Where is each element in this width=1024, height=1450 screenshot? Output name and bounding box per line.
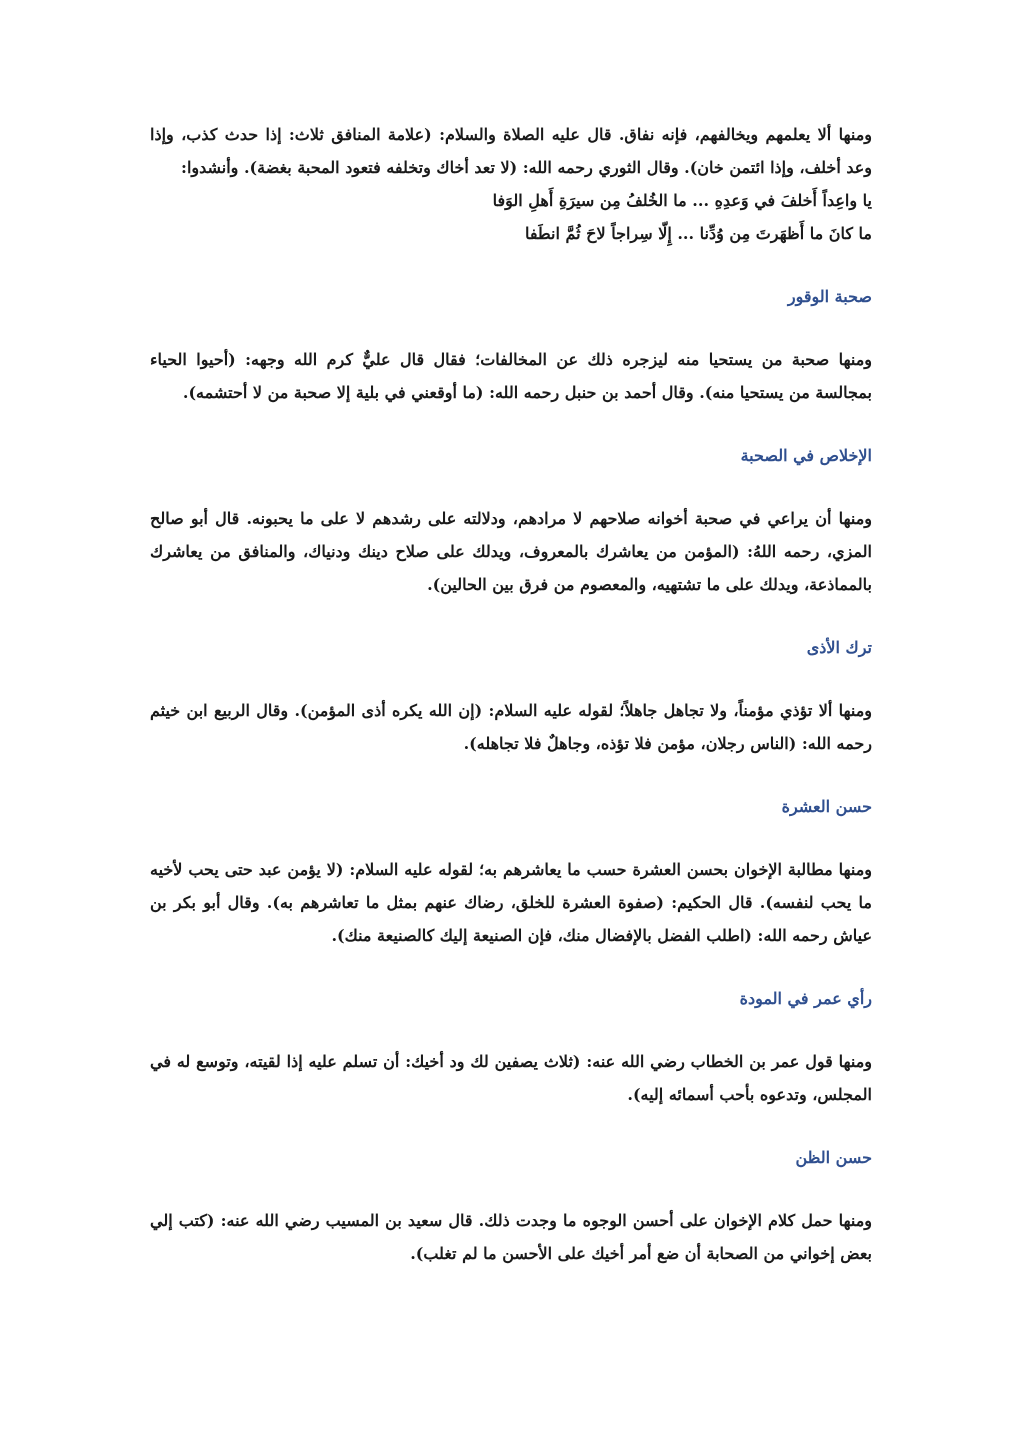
- section-body-avoid-harm: ومنها ألا تؤذي مؤمناً، ولا تجاهل جاهلاً؛ لقوله عليه السلام: (إن الله يكره أذى المؤمن). وقال الربيع ابن خيثم رحمه الله: (الناس رجلان، مؤمن فلا تؤذه، وجاهلٌ فلا تجاهله).: [150, 701, 873, 753]
- spacer: [150, 760, 872, 790]
- spacer: [150, 1111, 872, 1141]
- section-body-umar-opinion: ومنها قول عمر بن الخطاب رضي الله عنه: (ثلاث يصفين لك ود أخيك: أن تسلم عليه إذا لقيته، وتوسع له في المجلس، وتدعوه بأحب أسمائه إليه).: [150, 1052, 873, 1104]
- section-heading-good-assumption: حسن الظن: [795, 1148, 872, 1167]
- section-heading-dignified-company: صحبة الوقور: [787, 287, 872, 306]
- spacer: [150, 601, 872, 631]
- section-heading-avoid-harm: ترك الأذى: [806, 638, 872, 657]
- section-heading-sincerity: الإخلاص في الصحبة: [740, 446, 872, 465]
- spacer: [150, 250, 872, 280]
- spacer: [150, 664, 872, 694]
- spacer: [150, 1174, 872, 1204]
- spacer: [150, 823, 872, 853]
- spacer: [150, 952, 872, 982]
- spacer: [150, 409, 872, 439]
- spacer: [150, 313, 872, 343]
- intro-paragraph: ومنها ألا يعلمهم ويخالفهم، فإنه نفاق. قال عليه الصلاة والسلام: (علامة المنافق ثلاث: إذا حدث كذب، وإذا وعد أخلف، وإذا ائتمن خان). وقال الثوري رحمه الله: (لا تعد أخاك وتخلفه فتعود المحبة بغضة). وأنشدوا:: [150, 125, 872, 177]
- section-body-good-companionship: ومنها مطالبة الإخوان بحسن العشرة حسب ما يعاشرهم به؛ لقوله عليه السلام: (لا يؤمن عبد حتى يحب لأخيه ما يحب لنفسه). قال الحكيم: (صفوة العشرة للخلق، رضاك عنهم بمثل ما تعاشرهم به). وقال أبو بكر بن عياش رحمه الله: (اطلب الفضل بالإفضال منك، فإن الصنيعة إليك كالصنيعة منك).: [150, 860, 873, 945]
- section-body-sincerity: ومنها أن يراعي في صحبة أخوانه صلاحهم لا مرادهم، ودلالته على رشدهم لا على ما يحبونه. قال أبو صالح المزي، رحمه اللهُ: (المؤمن من يعاشرك بالمعروف، ويدلك على صلاح دينك ودنياك، والمنافق من يعاشرك بالمماذعة، ويدلك على ما تشتهيه، والمعصوم من فرق بين الحالين).: [150, 509, 872, 594]
- section-body-good-assumption: ومنها حمل كلام الإخوان على أحسن الوجوه ما وجدت ذلك. قال سعيد بن المسيب رضي الله عنه: (كتب إلي بعض إخواني من الصحابة أن ضع أمر أخيك على الأحسن ما لم تغلب).: [150, 1211, 872, 1263]
- section-heading-good-companionship: حسن العشرة: [781, 797, 872, 816]
- poem-verse-2: ما كانَ ما أَظهَرتَ مِن وُدِّنا ... إِلّا سِراجاً لاحَ ثُمَّ انطَفا: [524, 224, 872, 243]
- document-page: [150, 118, 872, 1270]
- spacer: [150, 472, 872, 502]
- spacer: [150, 1015, 872, 1045]
- section-heading-umar-opinion: رأي عمر في المودة: [739, 989, 872, 1008]
- poem-verse-1: يا واعِداً أَخلفَ في وَعدِهِ ... ما الخُلفُ مِن سيرَةِ أَهلِ الوَفا: [492, 191, 872, 210]
- section-body-dignified-company: ومنها صحبة من يستحيا منه ليزجره ذلك عن المخالفات؛ فقال قال عليٌّ كرم الله وجهه: (أحيوا الحياء بمجالسة من يستحيا منه). وقال أحمد بن حنبل رحمه الله: (ما أوقعني في بلية إلا صحبة من لا أحتشمه).: [150, 350, 872, 402]
